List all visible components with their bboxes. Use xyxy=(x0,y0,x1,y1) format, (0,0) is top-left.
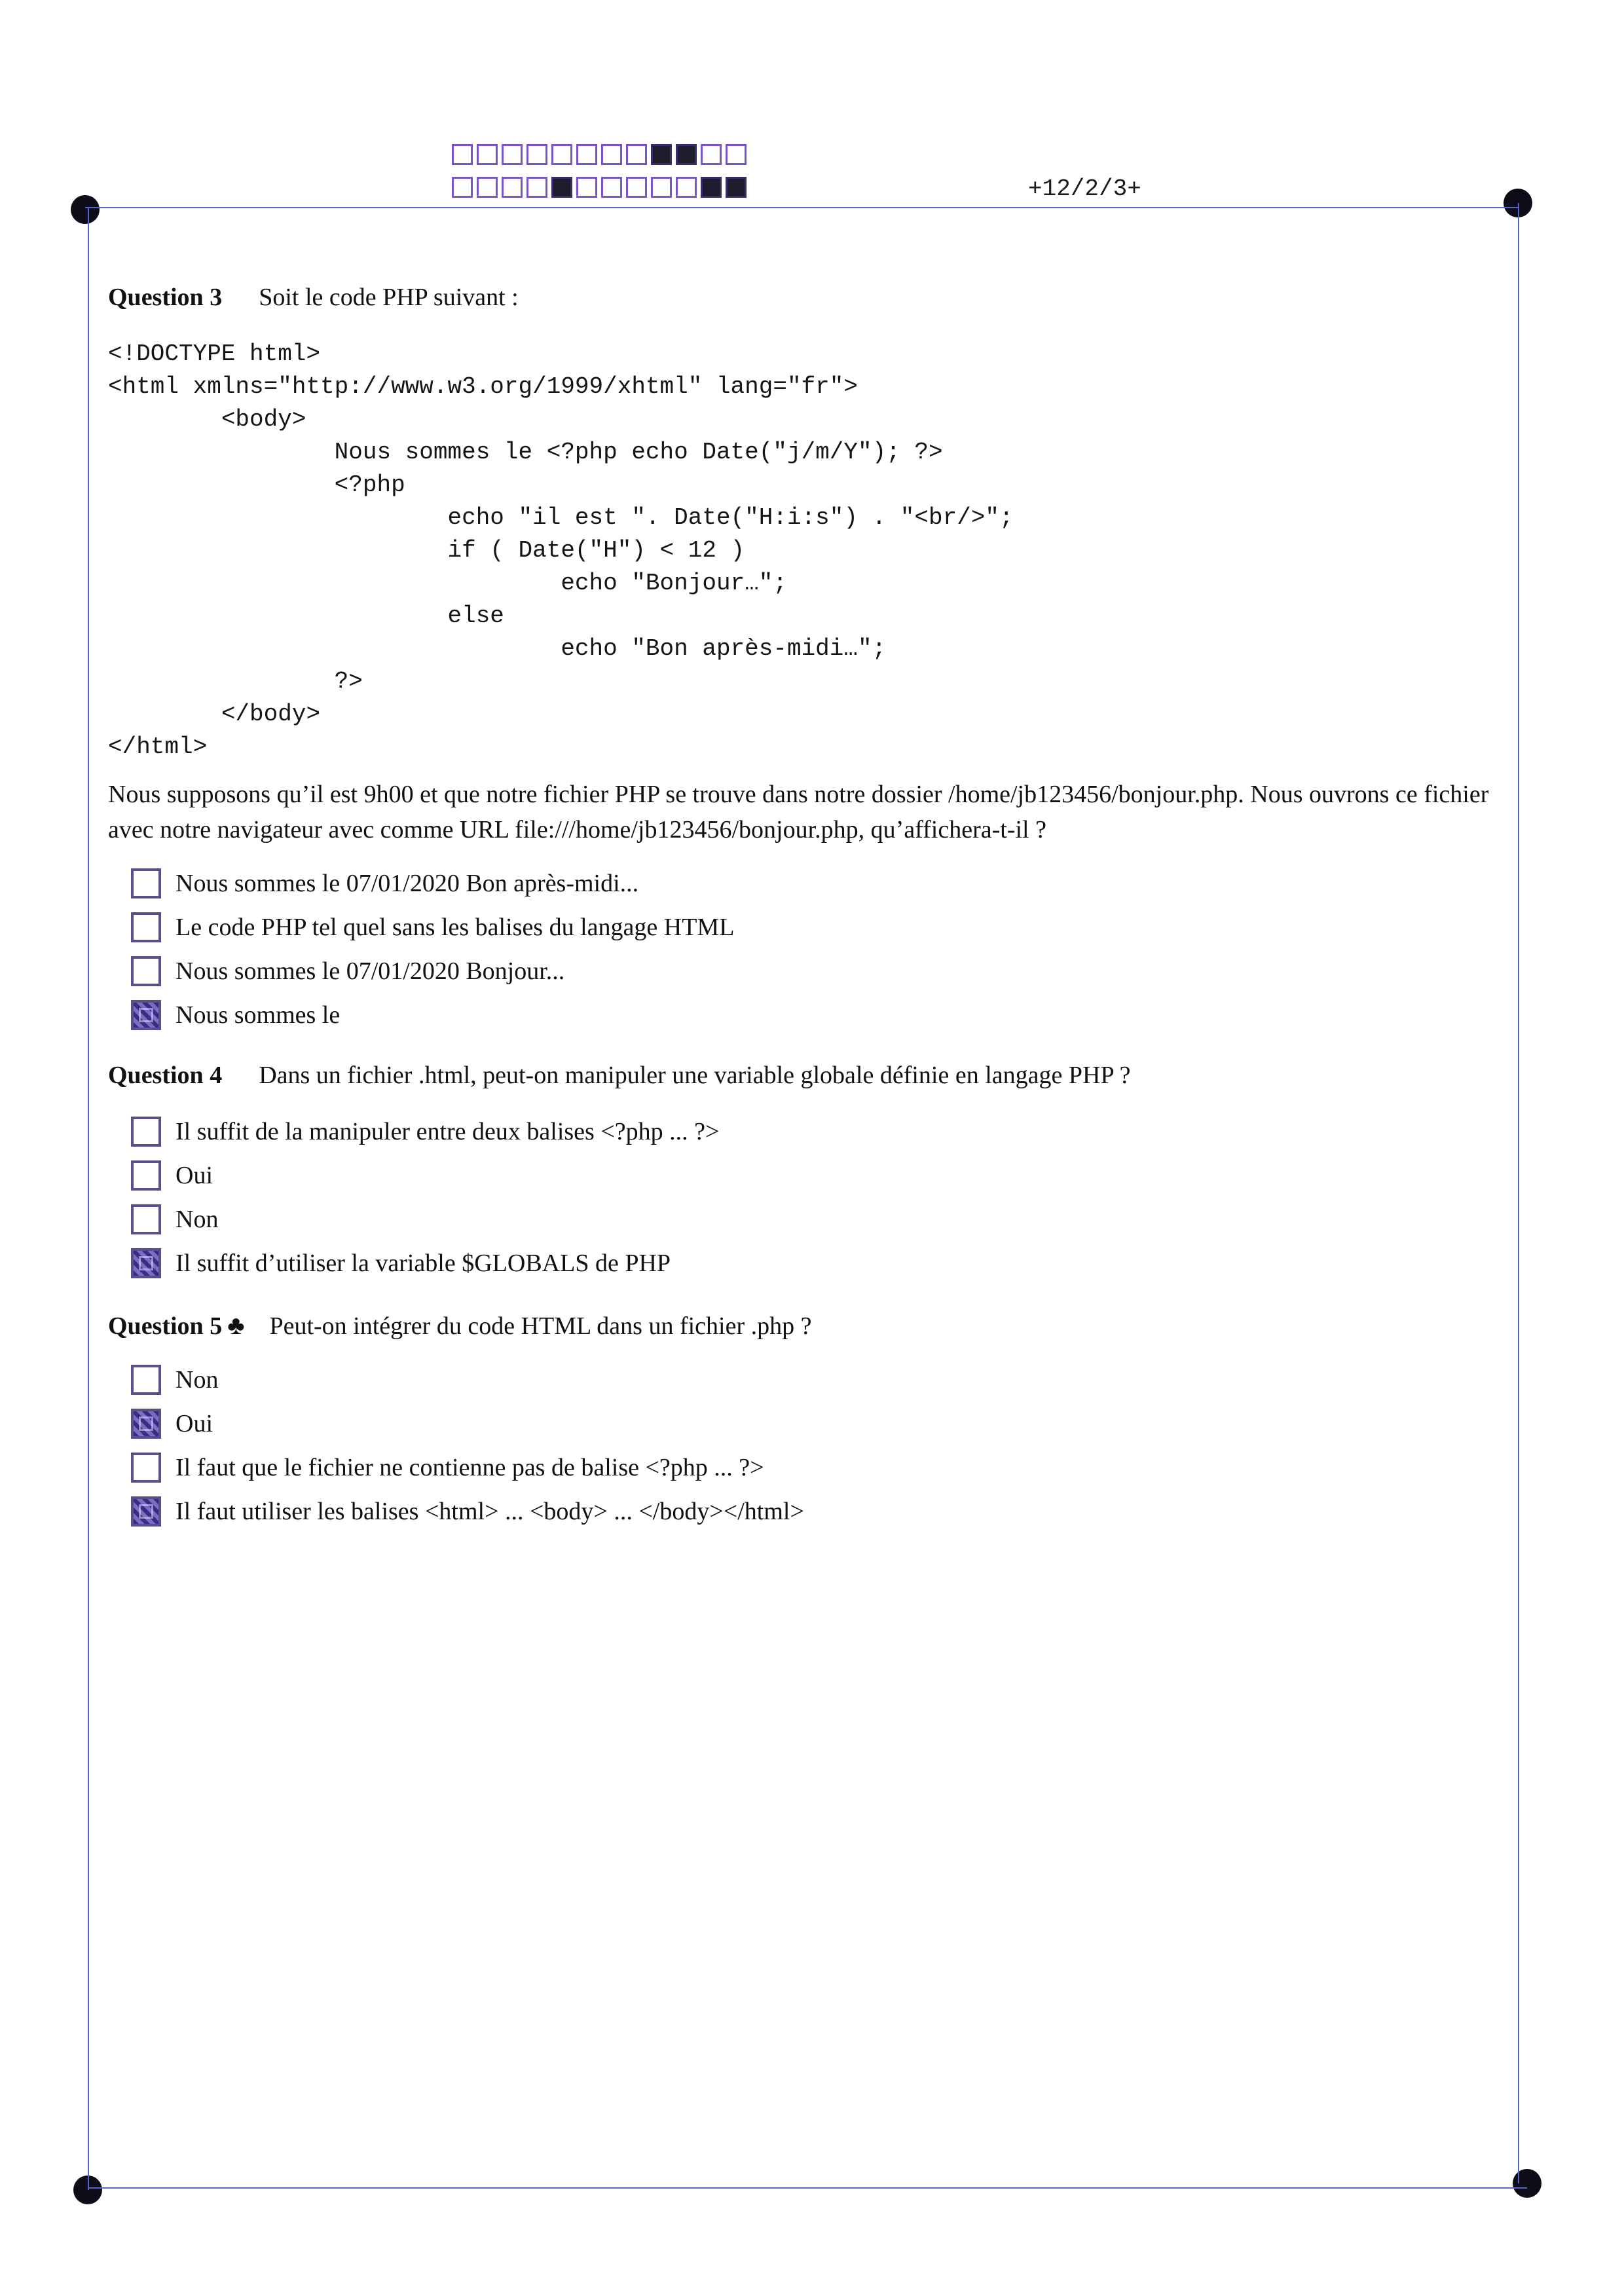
choice-label: Nous sommes le 07/01/2020 Bonjour... xyxy=(175,957,565,985)
corner-mark-bottom-right xyxy=(1513,2169,1541,2198)
choice-label: Oui xyxy=(175,1162,213,1189)
checkbox[interactable] xyxy=(131,1409,161,1439)
choice-label: Il faut que le fichier ne contienne pas de balise <?php ... ?> xyxy=(175,1454,764,1481)
q3-choice-3[interactable] xyxy=(131,956,564,986)
question-3-text: Soit le code PHP suivant : xyxy=(259,284,519,311)
php-code-block: <!DOCTYPE html> <html xmlns="http://www.w3.org/1999/xhtml" lang="fr"> <body> Nous sommes le <?php echo Date("j/m/Y"); ?> <?php echo "il est ". Date("H:i:s") . "<br/>"; if ( Date("H") < 12 ) echo "Bonjour…"; else echo "Bon après-midi…"; ?> </body> </html> xyxy=(108,341,1014,760)
barcode-cell xyxy=(551,144,572,165)
barcode-cell xyxy=(626,177,647,198)
barcode-cell xyxy=(452,144,473,165)
checkbox[interactable] xyxy=(131,956,161,986)
choice-label: Nous sommes le 07/01/2020 Bon après-midi... xyxy=(175,870,639,897)
barcode-row-2 xyxy=(452,177,750,199)
choice-label: Le code PHP tel quel sans les balises du langage HTML xyxy=(175,914,735,941)
barcode-cell xyxy=(551,177,572,198)
barcode-cell xyxy=(726,177,747,198)
question-5-label: Question 5 xyxy=(108,1312,223,1340)
q4-choice-3[interactable] xyxy=(131,1204,218,1234)
checkbox[interactable] xyxy=(131,868,161,898)
question-4-label: Question 4 xyxy=(108,1062,223,1089)
checkbox[interactable] xyxy=(131,1496,161,1527)
q3-choice-2[interactable] xyxy=(131,912,734,942)
question-3-label: Question 3 xyxy=(108,284,223,311)
corner-mark-top-left xyxy=(71,195,100,224)
barcode-cell xyxy=(526,177,547,198)
barcode-cell xyxy=(726,144,747,165)
barcode-cell xyxy=(576,177,597,198)
question-3-heading xyxy=(108,283,519,312)
choice-label: Nous sommes le xyxy=(175,1001,341,1029)
question-4-heading xyxy=(108,1061,1131,1090)
frame-bottom-line xyxy=(88,2187,1527,2189)
question-4-text: Dans un fichier .html, peut-on manipuler une variable globale définie en langage PHP ? xyxy=(259,1062,1131,1089)
barcode-cell xyxy=(477,144,498,165)
barcode-cell xyxy=(651,144,672,165)
question-5-heading xyxy=(108,1310,811,1341)
page-id: +12/2/3+ xyxy=(1028,176,1141,202)
choice-label: Il suffit de la manipuler entre deux balises <?php ... ?> xyxy=(175,1118,720,1145)
barcode-cell xyxy=(601,144,622,165)
barcode-cell xyxy=(701,144,722,165)
checkbox[interactable] xyxy=(131,1365,161,1395)
choice-label: Il suffit d’utiliser la variable $GLOBALS de PHP xyxy=(175,1250,671,1277)
q5-choice-3[interactable] xyxy=(131,1453,764,1483)
choice-label: Oui xyxy=(175,1410,213,1437)
barcode-cell xyxy=(526,144,547,165)
q3-choice-1[interactable] xyxy=(131,868,638,898)
barcode-cell xyxy=(626,144,647,165)
barcode-cell xyxy=(502,177,523,198)
checkbox[interactable] xyxy=(131,1204,161,1234)
barcode-cell xyxy=(601,177,622,198)
q5-choice-2[interactable] xyxy=(131,1409,213,1439)
q3-choice-4[interactable] xyxy=(131,1000,340,1030)
checkbox[interactable] xyxy=(131,1160,161,1191)
choice-label: Non xyxy=(175,1206,219,1233)
q5-choice-1[interactable] xyxy=(131,1365,218,1395)
q4-choice-2[interactable] xyxy=(131,1160,213,1191)
barcode xyxy=(452,144,766,203)
choice-label: Il faut utiliser les balises <html> ... <body> ... </body></html> xyxy=(175,1498,804,1525)
q5-choice-4[interactable] xyxy=(131,1496,804,1527)
question-5-text: Peut-on intégrer du code HTML dans un fichier .php ? xyxy=(269,1312,812,1340)
frame-left-line xyxy=(88,208,89,2190)
frame-right-line xyxy=(1518,203,1519,2183)
q4-choice-4[interactable] xyxy=(131,1248,671,1278)
club-icon: ♣ xyxy=(227,1310,245,1340)
question-3-paragraph: Nous supposons qu’il est 9h00 et que notre fichier PHP se trouve dans notre dossier /home/jb123456/bonjour.php. Nous ouvrons ce fichier avec notre navigateur avec comme URL file:///home/jb123456/bonjour.php, qu’affichera-t-il ? xyxy=(108,781,1489,843)
frame-top-line xyxy=(85,207,1518,208)
barcode-row-1 xyxy=(452,144,750,166)
checkbox[interactable] xyxy=(131,1453,161,1483)
barcode-cell xyxy=(651,177,672,198)
checkbox[interactable] xyxy=(131,912,161,942)
barcode-cell xyxy=(452,177,473,198)
barcode-cell xyxy=(676,144,697,165)
checkbox[interactable] xyxy=(131,1000,161,1030)
barcode-cell xyxy=(502,144,523,165)
barcode-cell xyxy=(701,177,722,198)
barcode-cell xyxy=(477,177,498,198)
choice-label: Non xyxy=(175,1366,219,1394)
barcode-cell xyxy=(676,177,697,198)
checkbox[interactable] xyxy=(131,1248,161,1278)
q4-choice-1[interactable] xyxy=(131,1117,719,1147)
checkbox[interactable] xyxy=(131,1117,161,1147)
barcode-cell xyxy=(576,144,597,165)
